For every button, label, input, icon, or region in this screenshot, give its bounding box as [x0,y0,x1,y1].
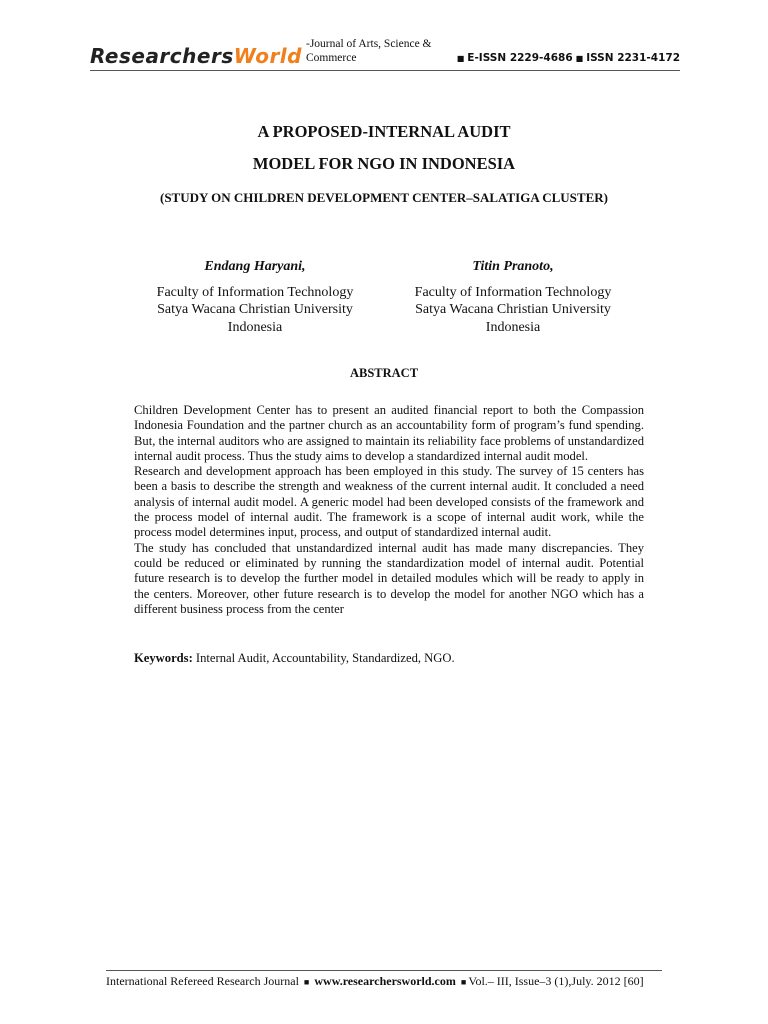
eissn: E-ISSN 2229-4686 [467,52,573,65]
author-name: Endang Haryani, [204,259,306,274]
page-header [90,40,680,71]
keywords [134,651,644,666]
author-country: Indonesia [485,319,541,335]
author-affiliation: Faculty of Information Technology [156,284,354,300]
issn-info: ■ E-ISSN 2229-4686 ■ ISSN 2231-4172 [456,52,680,65]
footer-url[interactable]: www.researchersworld.com [314,974,456,988]
author-block-2 [383,258,643,336]
issn: ISSN 2231-4172 [586,52,680,65]
abstract-body [134,403,644,617]
journal-name: -Journal of Arts, Science & Commerce [305,38,432,65]
abstract-paragraph: Research and development approach has been employed in this study. The survey of 15 centers has been a basis to describe the strength and weakness of the current internal audit. It concluded a need analysis of internal audit model. A generic model had been developed consists of the framework and the process model of internal audit. The framework is a scope of internal audit work, while the process model determines input, process, and output of standardized internal audit. [134,464,644,540]
author-country: Indonesia [227,319,283,335]
author-affiliation: Faculty of Information Technology [414,284,612,300]
footer-journal: International Refereed Research Journal [106,974,299,988]
abstract-heading: ABSTRACT [349,366,419,380]
journal-logo: ResearchersWorld [90,44,302,68]
keywords-label: Keywords: [134,651,193,665]
author-block-1 [125,258,385,336]
abstract-paragraph: Children Development Center has to present an audited financial report to both the Compassion Indonesia Foundation and the partner church as an accountability form of program’s fund spending. But, the internal auditors who are assigned to maintain its reliability face problems of unstandardized internal audit process. Thus the study aims to develop a standardized internal audit model. [134,403,644,463]
author-university: Satya Wacana Christian University [157,302,353,317]
author-name: Titin Pranoto, [472,259,554,274]
footer-issue: Vol.– III, Issue–3 (1),July. 2012 [60] [468,974,644,988]
paper-subtitle: (STUDY ON CHILDREN DEVELOPMENT CENTER–SALATIGA CLUSTER) [160,190,608,205]
author-university: Satya Wacana Christian University [415,302,611,317]
keywords-list: Internal Audit, Accountability, Standardized, NGO. [195,651,455,665]
abstract-paragraph: The study has concluded that unstandardized internal audit has made many discrepancies. They could be reduced or eliminated by running the standardization model of internal audit. Potential future research is to develop the further model in detailed modules which will be ready to apply in the centers. Moreover, other future research is to develop the model for another NGO which has a different business process from the center [134,540,644,616]
paper-title-line1: A PROPOSED-INTERNAL AUDIT [257,122,511,141]
page-footer: International Refereed Research Journal ■ www.researchersworld.com ■ Vol.– III, Issue–3 (1),July. 2012 [60] [106,970,662,989]
paper-title-line2: MODEL FOR NGO IN INDONESIA [252,154,516,173]
